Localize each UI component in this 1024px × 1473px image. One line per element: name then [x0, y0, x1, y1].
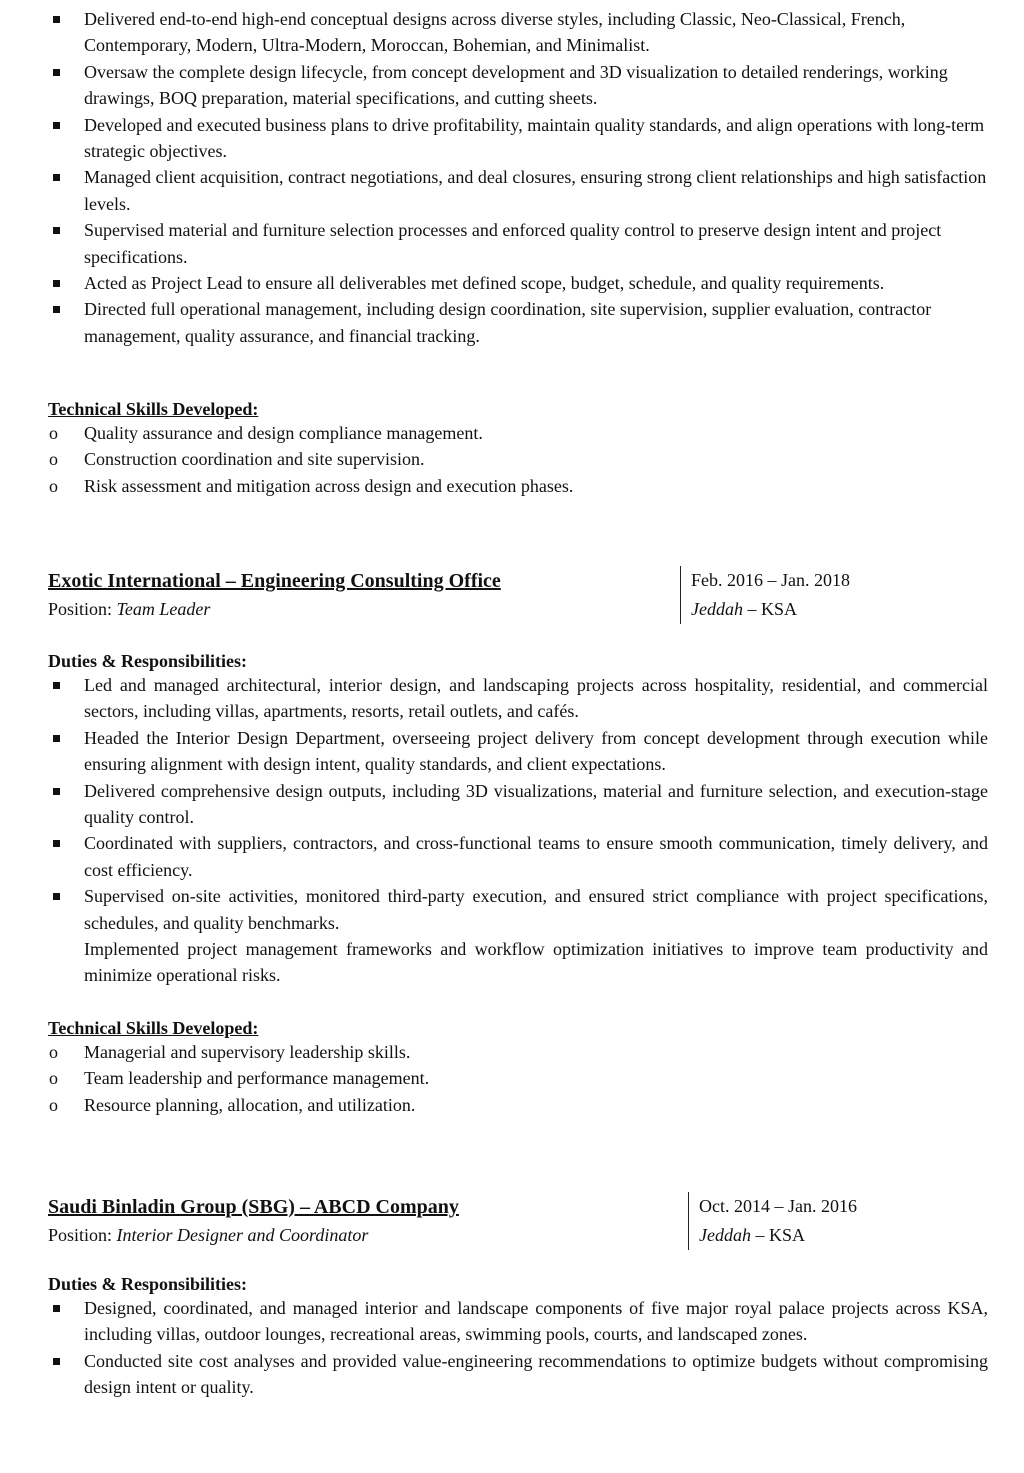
section1-bullet-list [48, 6, 988, 349]
circle-bullet-icon: o [49, 475, 58, 496]
job-location: Jeddah – KSA [691, 599, 797, 619]
company-name: Saudi Binladin Group (SBG) – ABCD Company [48, 1196, 459, 1218]
position-title: Team Leader [116, 599, 211, 619]
list-item: Supervised material and furniture selection processes and enforced quality control to preserve design intent and project specifications. [48, 217, 988, 270]
list-item: Designed, coordinated, and managed interior and landscape components of five major royal palace projects across KSA, including villas, outdoor lounges, recreational areas, swimming pools, courts, and landscaped zones. [48, 1295, 988, 1348]
circle-bullet-icon: o [49, 449, 58, 470]
circle-bullet-icon: o [49, 1042, 58, 1062]
list-item: Managed client acquisition, contract negotiations, and deal closures, ensuring strong client relationships and high satisfaction levels. [48, 164, 988, 217]
list-item: Coordinated with suppliers, contractors, and cross-functional teams to ensure smooth communication, timely delivery, and cost efficiency. [48, 830, 988, 883]
duties-heading: Duties & Responsibilities: [48, 651, 248, 671]
section1-duties [48, 6, 988, 349]
position-line: Position: Team Leader [48, 599, 211, 619]
duties-list [48, 1295, 988, 1401]
skills-list [48, 1039, 988, 1118]
position-title: Interior Designer and Coordinator [116, 1225, 369, 1245]
job-date-location [688, 1192, 857, 1250]
duties-heading: Duties & Responsibilities: [48, 1274, 248, 1294]
section1-skills [48, 398, 988, 499]
job2-skills [48, 1017, 988, 1118]
list-item: o Risk assessment and mitigation across design and execution phases. [48, 473, 988, 499]
skills-list [48, 420, 988, 499]
circle-bullet-icon: o [49, 1094, 58, 1115]
company-name: Exotic International – Engineering Consulting Office [48, 570, 501, 592]
list-item: Implemented project management frameworks and workflow optimization initiatives to improve team productivity and minimize operational risks. [84, 939, 988, 986]
list-item: Oversaw the complete design lifecycle, from concept development and 3D visualization to detailed renderings, working drawings, BOQ preparation, material specifications, and cutting sheets. [48, 59, 988, 112]
job-dates: Feb. 2016 – Jan. 2018 [691, 570, 850, 590]
list-item: o Quality assurance and design compliance management. [48, 420, 988, 446]
list-item: o Construction coordination and site supervision. [48, 446, 988, 472]
list-item: Acted as Project Lead to ensure all deliverables met defined scope, budget, schedule, and quality requirements. [48, 270, 988, 296]
job-dates: Oct. 2014 – Jan. 2016 [699, 1196, 857, 1216]
list-item: Delivered comprehensive design outputs, including 3D visualizations, material and furniture selection, and execution-stage quality control. [48, 778, 988, 831]
job2-duties [48, 650, 988, 989]
list-item: Directed full operational management, including design coordination, site supervision, supplier evaluation, contractor management, quality assurance, and financial tracking. [48, 296, 988, 349]
list-item: o Resource planning, allocation, and utilization. [48, 1092, 988, 1118]
duties-list [48, 672, 988, 989]
list-item: Delivered end-to-end high-end conceptual designs across diverse styles, including Classic, Neo-Classical, French, Contemporary, Modern, Ultra-Modern, Moroccan, Bohemian, and Minimalist. [48, 6, 988, 59]
job-location: Jeddah – KSA [699, 1225, 805, 1245]
skills-heading: Technical Skills Developed: [48, 1018, 259, 1038]
list-item: Developed and executed business plans to drive profitability, maintain quality standards, and align operations with long-term strategic objectives. [48, 112, 988, 165]
position-line: Position: Interior Designer and Coordinator [48, 1225, 369, 1245]
list-item: Supervised on-site activities, monitored third-party execution, and ensured strict compliance with project specifications, schedules, and quality benchmarks. [48, 883, 988, 936]
list-item: Headed the Interior Design Department, overseeing project delivery from concept development through execution while ensuring alignment with design intent, quality standards, and client expectations. [48, 725, 988, 778]
list-item: Led and managed architectural, interior design, and landscaping projects across hospitality, residential, and commercial sectors, including villas, apartments, resorts, retail outlets, and cafés. [48, 672, 988, 725]
job-date-location [680, 566, 850, 624]
skills-heading: Technical Skills Developed: [48, 399, 259, 419]
job3-duties [48, 1273, 988, 1401]
list-item: o Managerial and supervisory leadership skills. [48, 1039, 988, 1065]
circle-bullet-icon: o [49, 1068, 58, 1089]
circle-bullet-icon: o [49, 423, 58, 443]
list-item: o Team leadership and performance management. [48, 1065, 988, 1091]
list-item: Conducted site cost analyses and provided value-engineering recommendations to optimize budgets without compromising design intent or quality. [48, 1348, 988, 1401]
